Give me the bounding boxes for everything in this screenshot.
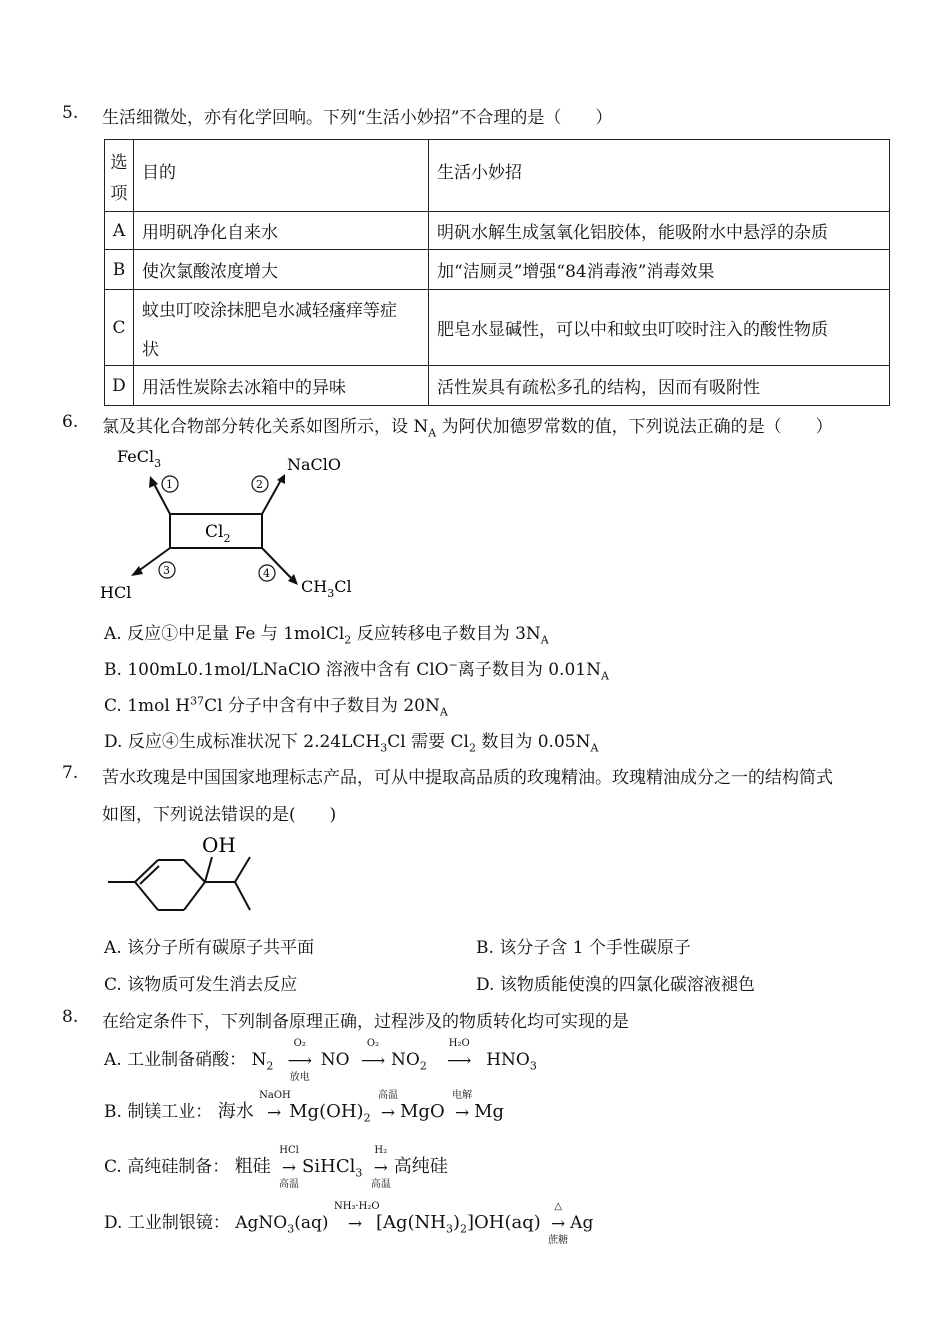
q5-table xyxy=(104,139,890,406)
q7-option-d[interactable]: D. 该物质能使溴的四氯化碳溶液褪色 xyxy=(476,975,755,995)
table-header-row xyxy=(105,140,890,212)
svg-text:1: 1 xyxy=(166,478,173,491)
q7-option-c[interactable]: C. 该物质可发生消去反应 xyxy=(104,975,298,995)
hydroxyl-label: OH xyxy=(202,833,236,857)
svg-text:2: 2 xyxy=(256,478,263,491)
diagram-ch3cl: $CH_3Cl$ xyxy=(301,577,352,600)
q6-stem: 氯及其化合物部分转化关系如图所示，设 $N_A$ 为阿伏加德罗常数的值，下列说法正确的是（ ） xyxy=(102,417,833,440)
q7-stem-line1: 苦水玫瑰是中国国家地理标志产品，可从中提取高品质的玫瑰精油。玫瑰精油成分之一的结构简式 xyxy=(102,768,833,788)
q7-option-a[interactable]: A. 该分子所有碳原子共平面 xyxy=(104,938,315,958)
q6-option-d[interactable]: D. 反应④生成标准状况下 $2.24LCH_3Cl$ 需要 $Cl_2$ 数目为 $0.05N_A$ xyxy=(104,732,599,755)
q7-number: 7. xyxy=(62,763,79,783)
q6-option-b[interactable]: B. 100mL0.1mol/LNaClO 溶液中含有 ClO−离子数目为 $0.01N_A$ xyxy=(104,658,609,683)
q8-stem: 在给定条件下，下列制备原理正确，过程涉及的物质转化均可实现的是 xyxy=(102,1012,629,1032)
q6-option-c[interactable]: C. 1mol $H^{37}Cl$ 分子中含有中子数目为 $20N_A$ xyxy=(104,694,448,719)
q5-number: 5. xyxy=(62,103,79,123)
q8-option-c[interactable]: C. 高纯硅制备： 粗硅 HCl → 高温 SiHCl$_3$ H₂ → 高温 高纯硅 xyxy=(104,1144,448,1190)
q8-option-b[interactable]: B. 制镁工业： 海水 NaOH → $Mg(OH)_2$ 高温 → MgO 电解 → Mg xyxy=(104,1089,505,1125)
terpinen-4-ol-structure xyxy=(100,832,280,924)
header-purpose: 目的 xyxy=(134,140,429,212)
q8-option-a[interactable]: A. 工业制备硝酸： $N_2$ O₂ ⟶ 放电 NO O₂ ⟶ $NO_2$ H₂O ⟶ $HNO_3$ xyxy=(104,1037,537,1083)
chlorine-conversion-diagram xyxy=(95,440,375,610)
q6-number: 6. xyxy=(62,412,79,432)
diagram-naclo: NaClO xyxy=(287,455,342,474)
header-tip: 生活小妙招 xyxy=(429,140,890,212)
table-row: A 用明矾净化自来水 明矾水解生成氢氧化铝胶体，能吸附水中悬浮的杂质 xyxy=(105,212,890,250)
q7-option-b[interactable]: B. 该分子含 1 个手性碳原子 xyxy=(476,938,691,958)
q8-number: 8. xyxy=(62,1007,79,1027)
q8-option-d[interactable]: D. 工业制银镜： AgNO$_3$(aq) NH₃·H₂O → $[Ag(NH_3)_2]OH(aq)$ △ → 蔗糖 Ag xyxy=(104,1200,594,1246)
q7-stem-line2: 如图，下列说法错误的是( ) xyxy=(102,805,337,825)
svg-text:4: 4 xyxy=(263,567,270,580)
diagram-fecl3: FeCl$_3$ xyxy=(117,447,162,470)
header-option: 选 项 xyxy=(105,140,134,212)
table-row: B 使次氯酸浓度增大 加“洁厕灵”增强“84消毒液”消毒效果 xyxy=(105,250,890,290)
diagram-hcl: HCl xyxy=(100,583,132,602)
table-row: D 用活性炭除去冰箱中的异味 活性炭具有疏松多孔的结构，因而有吸附性 xyxy=(105,366,890,406)
q5-stem: 生活细微处，亦有化学回响。下列“生活小妙招”不合理的是（ ） xyxy=(102,108,613,128)
q6-option-a[interactable]: A. 反应①中足量 Fe 与 1molCl$_2$ 反应转移电子数目为 $3N_A$ xyxy=(104,624,549,647)
svg-text:3: 3 xyxy=(163,564,170,577)
diagram-center-label: $Cl_2$ xyxy=(205,522,231,545)
table-row: C 蚊虫叮咬涂抹肥皂水减轻瘙痒等症 状 肥皂水显碱性，可以中和蚊虫叮咬时注入的酸性物质 xyxy=(105,290,890,366)
